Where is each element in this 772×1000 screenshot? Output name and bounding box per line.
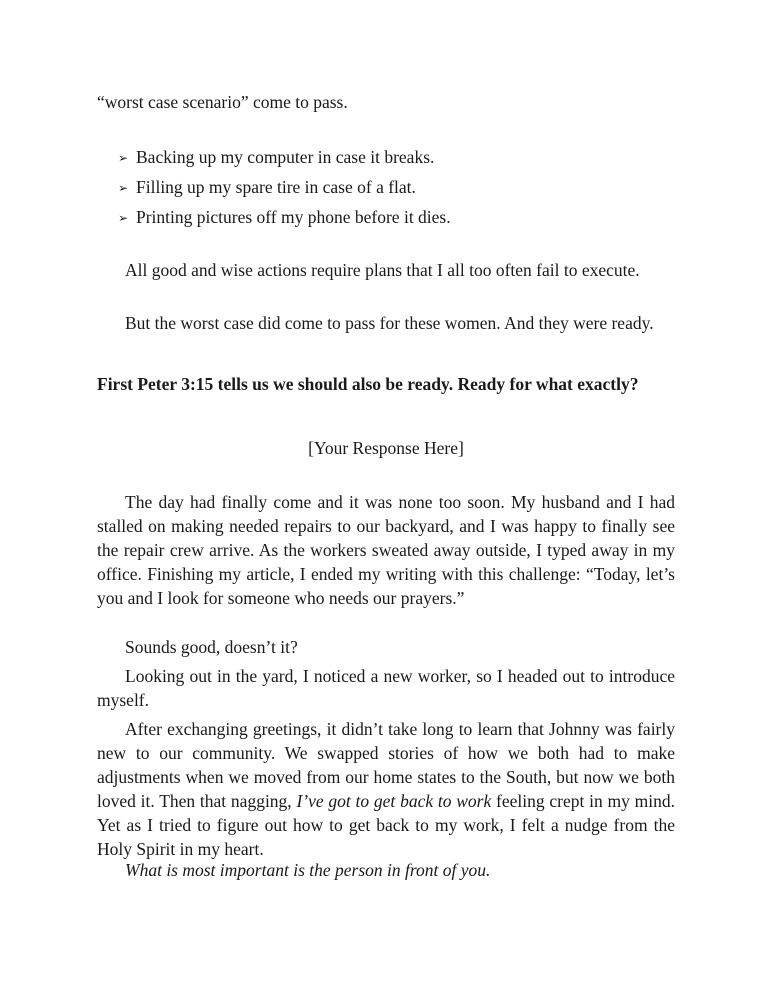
response-placeholder: [Your Response Here] bbox=[308, 438, 464, 458]
paragraph-worst-case: But the worst case did come to pass for these women. And they were ready. bbox=[125, 313, 654, 333]
arrow-bullet-icon: ➢ bbox=[118, 151, 129, 165]
list-item: ➢ Backing up my computer in case it breaks. bbox=[118, 145, 451, 175]
italic-thought: I’ve got to get back to work bbox=[296, 791, 492, 811]
paragraph-sounds-good: Sounds good, doesn’t it? bbox=[125, 637, 298, 657]
paragraph-new-worker: Looking out in the yard, I noticed a new worker, so I headed out to introduce myself. bbox=[97, 666, 675, 710]
paragraph-plans: All good and wise actions require plans that I all too often fail to execute. bbox=[125, 260, 640, 280]
paragraph-johnny: After exchanging greetings, it didn’t take long to learn that Johnny was fairly new to our community. We swapped stories of how we both had to make adjustments when we moved from our home states to the South, but now we both loved it. Then that nagging, I’ve got to get back to work feeling crept in my mind. Yet as I tried to figure out how to get back to my work, I felt a nudge from the Holy Spirit in my heart. bbox=[97, 719, 675, 859]
list-item: ➢ Printing pictures off my phone before it dies. bbox=[118, 205, 451, 235]
intro-line: “worst case scenario” come to pass. bbox=[97, 92, 348, 112]
paragraph-closing-italic: What is most important is the person in front of you. bbox=[125, 860, 491, 880]
bullet-list bbox=[118, 145, 451, 235]
list-item: ➢ Filling up my spare tire in case of a flat. bbox=[118, 175, 451, 205]
arrow-bullet-icon: ➢ bbox=[118, 211, 129, 225]
paragraph-repairs: The day had finally come and it was none too soon. My husband and I had stalled on making needed repairs to our backyard, and I was happy to finally see the repair crew arrive. As the workers sweated away outside, I typed away in my office. Finishing my article, I ended my writing with this challenge: “Today, let’s you and I look for someone who needs our prayers.” bbox=[97, 492, 675, 608]
question-heading: First Peter 3:15 tells us we should also be ready. Ready for what exactly? bbox=[97, 374, 639, 394]
arrow-bullet-icon: ➢ bbox=[118, 181, 129, 195]
